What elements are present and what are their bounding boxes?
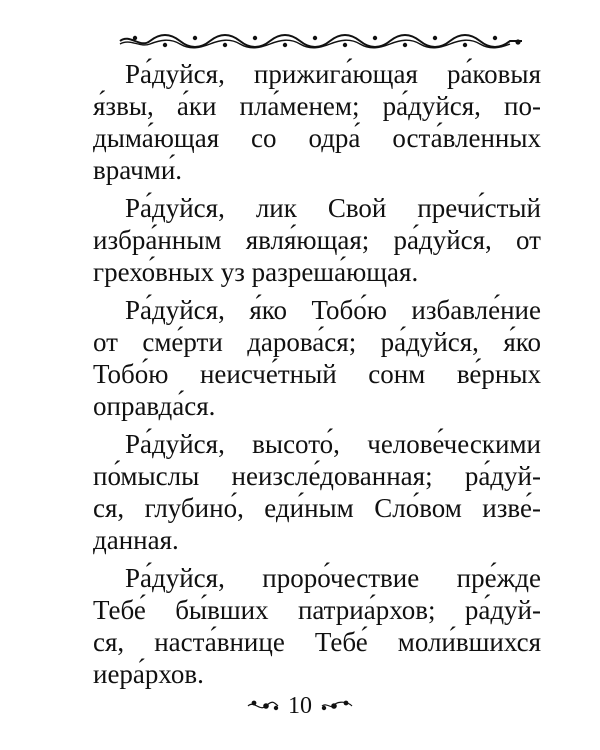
- page-body: [93, 58, 541, 696]
- text-line: Ра́дуйся, высото́, челове́ческими: [125, 429, 541, 459]
- text-line: дыма́ющая со одра́ оста́вленных: [93, 123, 541, 153]
- text-line: ся, наста́внице Тебе́ моли́вшихся: [93, 627, 541, 657]
- paragraph: [93, 192, 541, 288]
- text-line: ся, глубино́, еди́ным Сло́вом изве́-: [93, 493, 541, 523]
- page-number: 10: [288, 693, 312, 719]
- text-line: грехо́вных уз разреша́ющая.: [93, 257, 419, 287]
- text-line: иера́рхов.: [93, 659, 204, 689]
- paragraph: [93, 58, 541, 186]
- text-line: Ра́дуйся, лик Свой пречи́стый: [125, 193, 541, 223]
- text-line: Тобо́ю неисче́тный сонм ве́рных: [93, 359, 541, 389]
- text-line: по́мыслы неизсле́дованная; ра́дуй-: [93, 461, 541, 491]
- text-line: избра́нным явля́ющая; ра́дуйся, от: [93, 225, 541, 255]
- flourish-icon: [246, 699, 280, 713]
- text-line: Тебе́ бы́вших патриа́рхов; ра́дуй-: [93, 595, 541, 625]
- text-line: от сме́рти дарова́ся; ра́дуйся, я́ко: [93, 327, 541, 357]
- flourish-icon: [320, 699, 354, 713]
- text-line: врачми́.: [93, 155, 183, 185]
- decorative-border-icon: [118, 32, 524, 50]
- text-line: оправда́ся.: [93, 391, 216, 421]
- text-line: я́звы, а́ки пла́менем; ра́дуйся, по-: [93, 91, 541, 121]
- paragraph: [93, 562, 541, 690]
- text-line: Ра́дуйся, прижига́ющая ра́ковыя: [125, 59, 541, 89]
- text-line: данная.: [93, 525, 179, 555]
- text-line: Ра́дуйся, проро́чествие пре́жде: [125, 563, 541, 593]
- paragraph: [93, 294, 541, 422]
- page-footer: [0, 690, 600, 722]
- text-line: Ра́дуйся, я́ко Тобо́ю избавле́ние: [125, 295, 541, 325]
- paragraph: [93, 428, 541, 556]
